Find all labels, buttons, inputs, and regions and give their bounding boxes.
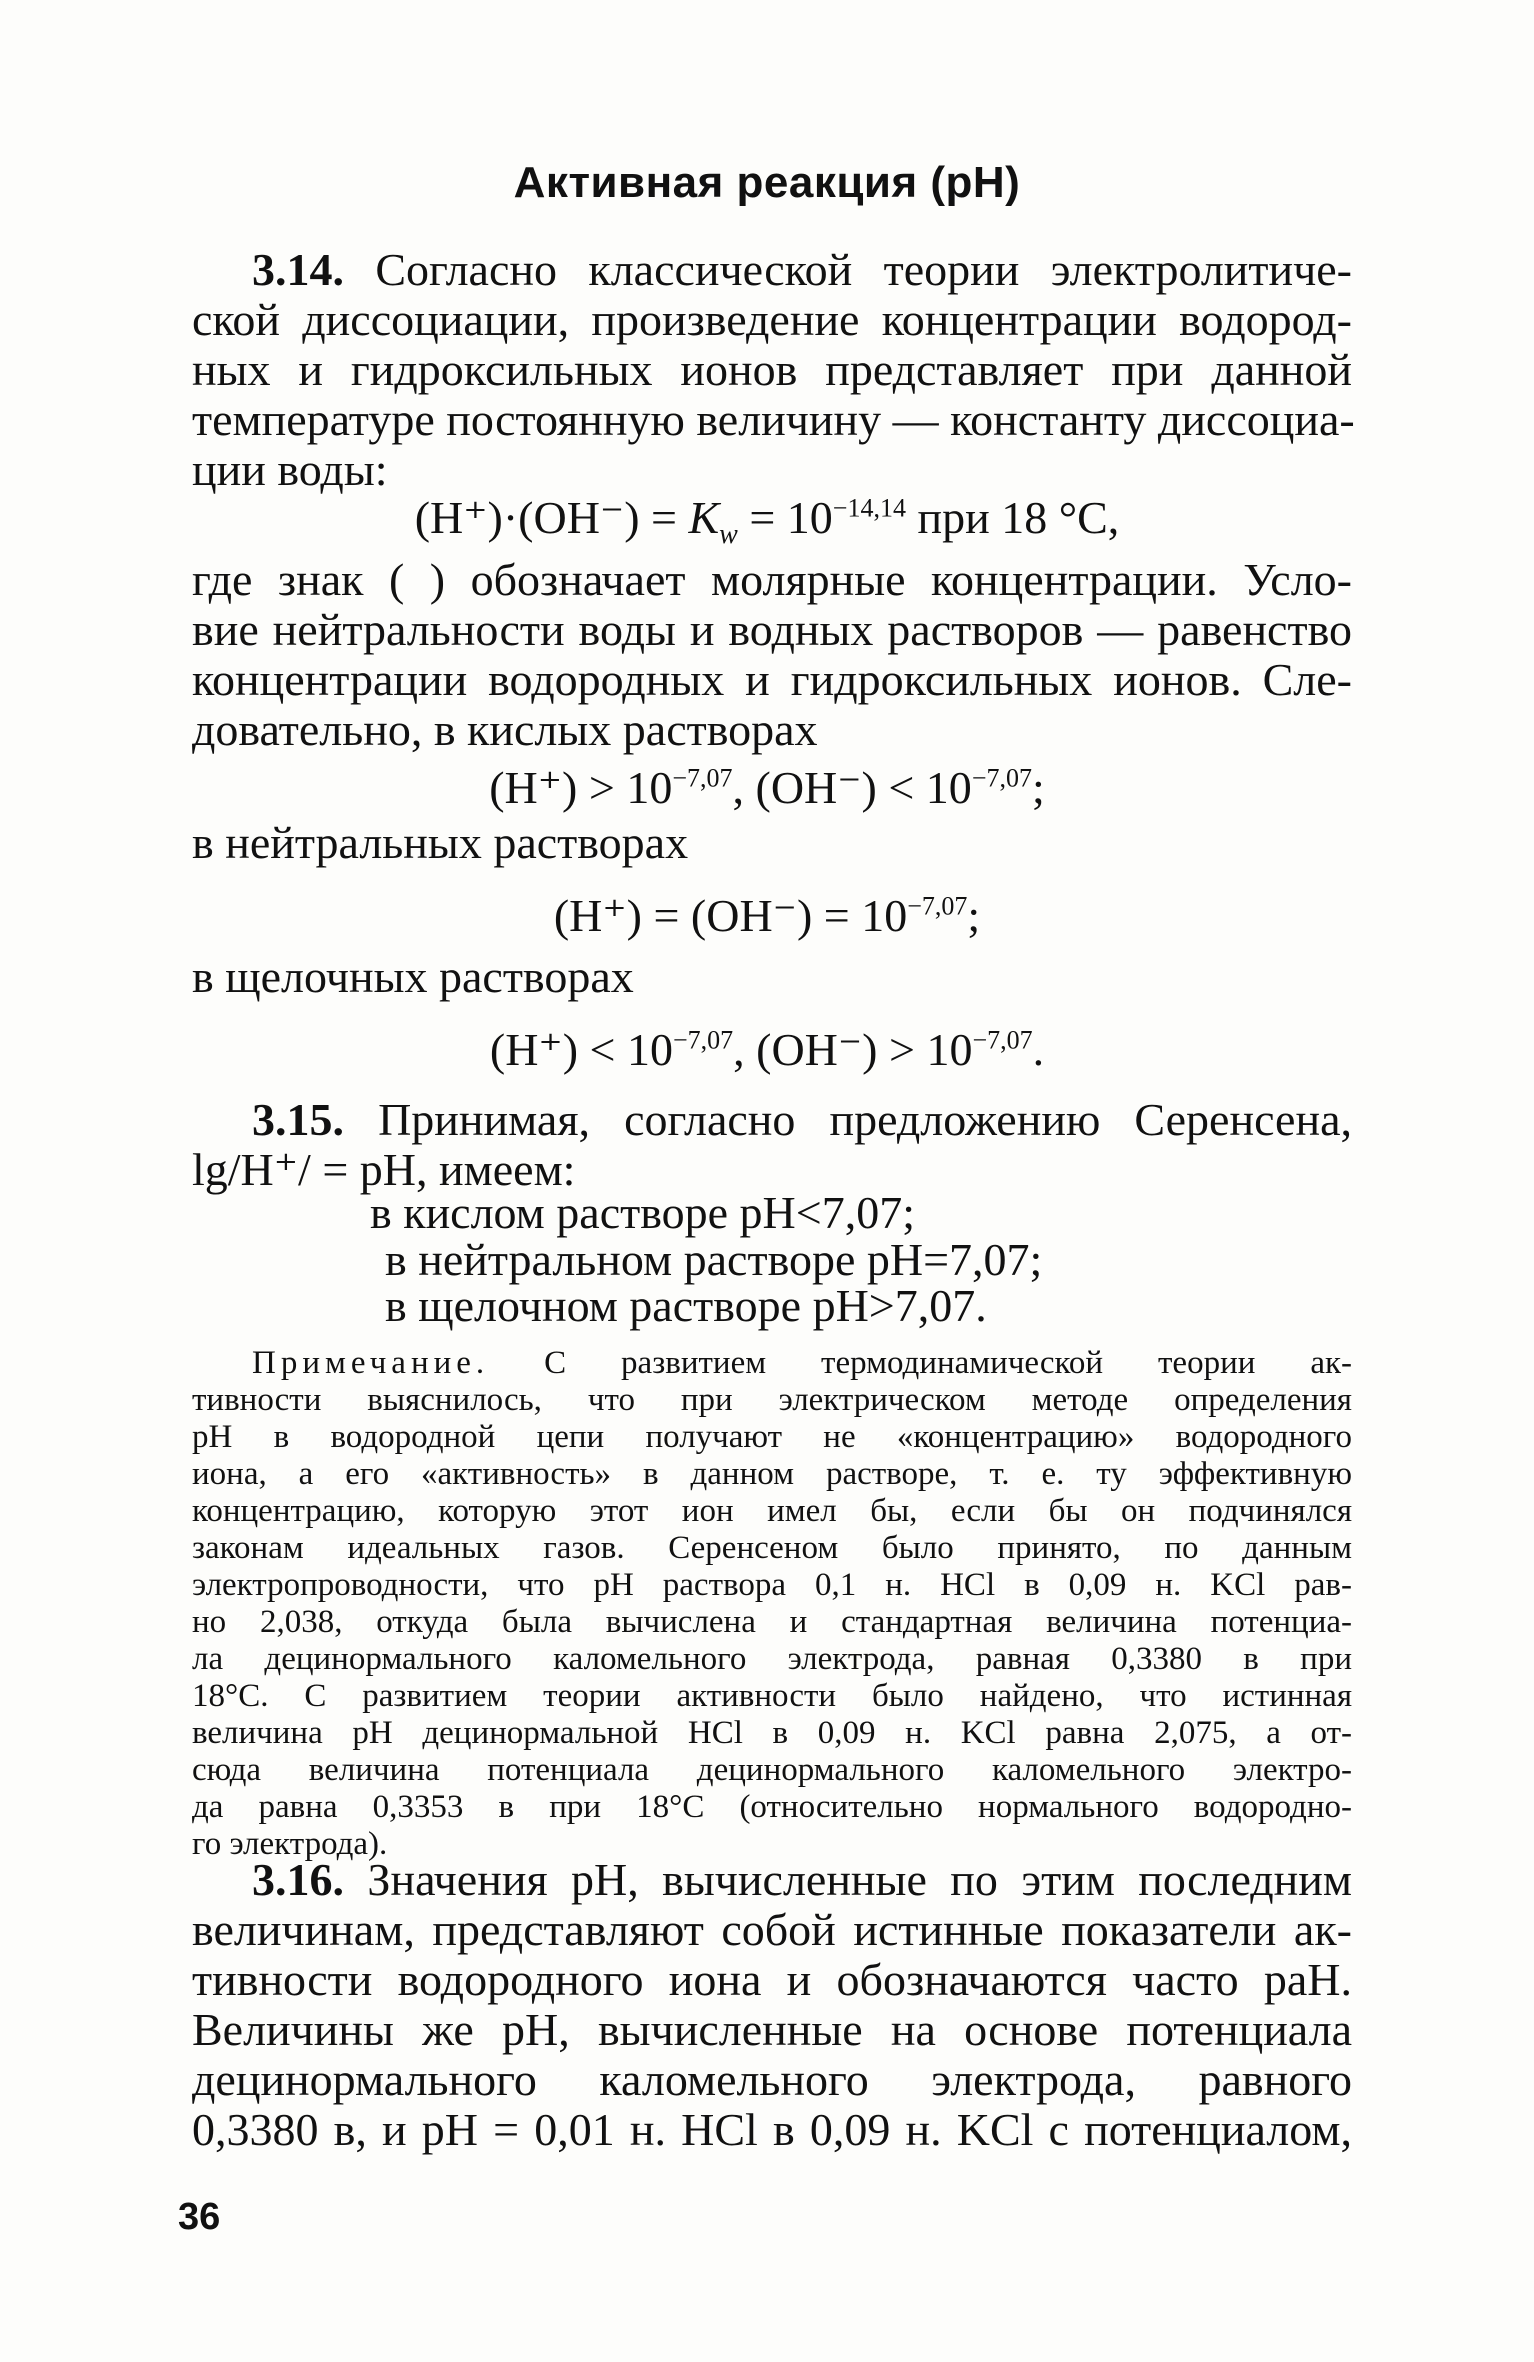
note-line: да равна 0,3353 в при 18°С (относительно нормального водородно- <box>192 1789 1352 1825</box>
ph-acid-item: в кислом растворе pH<7,07; <box>370 1187 915 1238</box>
note-line: го электрода). <box>192 1826 388 1862</box>
formula-neutral <box>0 888 1534 942</box>
formula-part: при 18 °С, <box>905 492 1120 543</box>
note-line <box>192 1345 1352 1382</box>
paragraph-line: 0,3380 в, и pH = 0,01 н. HCl в 0,09 н. KCl с потенциалом, <box>192 2104 1352 2155</box>
note-line: pH в водородной цепи получают не «концентрацию» водородного <box>192 1419 1352 1455</box>
note-line: тивности выяснилось, что при электрическом методе определения <box>192 1382 1352 1418</box>
formula-part: , (OH⁻) < 10 <box>732 762 972 813</box>
note-line: ла децинормального каломельного электрода, равная 0,3380 в при <box>192 1641 1352 1677</box>
line-text: Принимая, согласно предложению Серенсена, <box>378 1094 1352 1145</box>
paragraph-line: Величины же pH, вычисленные на основе потенциала <box>192 2004 1352 2055</box>
formula-exponent: −7,07 <box>672 1025 734 1055</box>
formula-part: = 10 <box>737 492 833 543</box>
note-label: Примечание. <box>252 1345 490 1381</box>
paragraph-line: температуре постоянную величину — константу диссоциа- <box>192 394 1355 445</box>
paragraph-3-16 <box>192 1855 1352 2155</box>
paragraph-line: ции воды: <box>192 444 388 495</box>
formula-symbol: K <box>688 492 720 543</box>
paragraph-line: вие нейтральности воды и водных растворов — равенство <box>192 604 1352 655</box>
note-line: иона, а его «активность» в данном растворе, т. е. ту эффективную <box>192 1456 1352 1492</box>
note-line: 18°С. С развитием теории активности было найдено, что истинная <box>192 1678 1352 1714</box>
note-line: сюда величина потенциала децинормального каломельного электро- <box>192 1752 1352 1788</box>
neutral-label-block <box>192 818 1352 868</box>
section-heading: Активная реакция (pH) <box>513 158 1021 207</box>
paragraph-line: концентрации водородных и гидроксильных ионов. Сле- <box>192 654 1352 705</box>
ph-alkaline-item: в щелочном растворе pH>7,07. <box>385 1280 987 1331</box>
paragraph-line: ской диссоциации, произведение концентрации водород- <box>192 294 1352 345</box>
formula-exponent: −7,07 <box>672 763 733 793</box>
note-line: законам идеальных газов. Серенсеном было принято, по данным <box>192 1530 1352 1566</box>
section-number: 3.14. <box>252 244 344 295</box>
formula-part: . <box>1032 1024 1045 1075</box>
note-line: электропроводности, что pH раствора 0,1 н. HCl в 0,09 н. KCl рав- <box>192 1567 1352 1603</box>
formula-part: (H⁺) < 10 <box>489 1024 673 1075</box>
formula-water-dissociation <box>0 490 1534 551</box>
formula-part: , (OH⁻) > 10 <box>733 1024 973 1075</box>
alkaline-label-block <box>192 952 1352 1002</box>
paragraph-line <box>192 245 1352 295</box>
formula-exponent: −14,14 <box>832 493 906 523</box>
paragraph-line: где знак ( ) обозначает молярные концентрации. Усло- <box>192 554 1352 605</box>
ph-neutral-item: в нейтральном растворе pH=7,07; <box>385 1234 1043 1285</box>
section-number: 3.16. <box>252 1854 344 1905</box>
paragraph-3-14-continued <box>192 555 1352 755</box>
line-text: Значения pH, вычисленные по этим последним <box>367 1854 1353 1905</box>
paragraph-line: lg/H⁺/ = pH, имеем: <box>192 1144 576 1195</box>
formula-part: ; <box>967 890 981 941</box>
paragraph-line: тивности водородного иона и обозначаются часто paH. <box>192 1954 1352 2005</box>
page-number: 36 <box>178 2196 221 2238</box>
paragraph-line: довательно, в кислых растворах <box>192 704 818 755</box>
paragraph-line <box>192 1855 1352 1905</box>
paragraph-line <box>192 1095 1352 1145</box>
section-number: 3.15. <box>252 1094 344 1145</box>
formula-alkaline <box>0 1022 1534 1076</box>
paragraph-3-14 <box>192 244 1355 495</box>
neutral-label: в нейтральных растворах <box>192 817 689 868</box>
alkaline-label: в щелочных растворах <box>192 951 634 1002</box>
paragraph-line: ных и гидроксильных ионов представляет при данной <box>192 344 1352 395</box>
line-text: С развитием термодинамической теории ак- <box>544 1345 1352 1381</box>
formula-part: (H⁺) > 10 <box>489 762 673 813</box>
note-line: но 2,038, откуда была вычислена и стандартная величина потенциа- <box>192 1604 1352 1640</box>
paragraph-3-15 <box>192 1095 1352 1195</box>
note-line: величина pH децинормальной HCl в 0,09 н. KCl равна 2,075, а от- <box>192 1715 1352 1751</box>
formula-part: (H⁺) = (OH⁻) = 10 <box>553 890 908 941</box>
formula-exponent: −7,07 <box>972 1025 1033 1055</box>
formula-exponent: −7,07 <box>971 763 1032 793</box>
note-block <box>192 1345 1352 1863</box>
paragraph-line: величинам, представляют собой истинные показатели ак- <box>192 1904 1352 1955</box>
line-text: Согласно классической теории электролитиче- <box>375 244 1352 295</box>
formula-subscript: w <box>719 519 738 551</box>
formula-part: ; <box>1031 762 1045 813</box>
paragraph-line: децинормального каломельного электрода, равного <box>192 2054 1352 2105</box>
formula-acid <box>0 760 1534 814</box>
formula-exponent: −7,07 <box>907 891 968 921</box>
formula-part: (H⁺)·(OH⁻) = <box>414 492 689 543</box>
note-line: концентрацию, которую этот ион имел бы, если бы он подчинялся <box>192 1493 1352 1529</box>
